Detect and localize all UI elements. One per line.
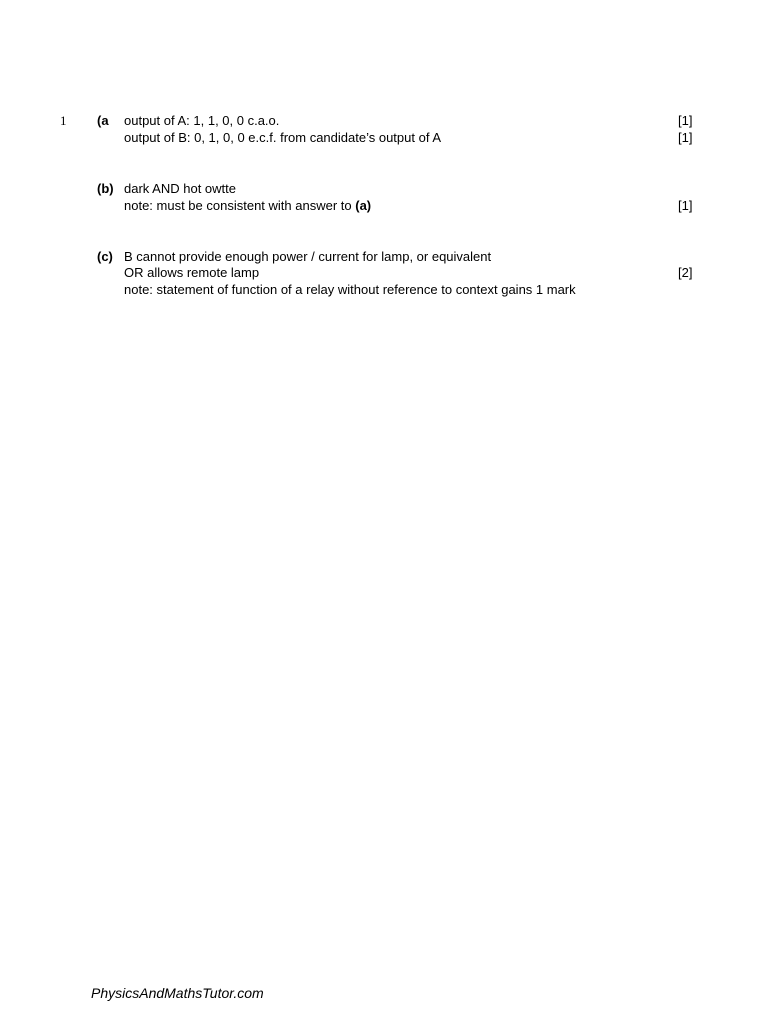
part-c-line-1: B cannot provide enough power / current for lamp, or equivalent <box>124 249 492 264</box>
part-a-line-1: output of A: 1, 1, 0, 0 c.a.o. <box>124 113 280 128</box>
part-b-line-1: dark AND hot owtte <box>124 181 236 196</box>
part-a-mark-1: [1] <box>678 113 693 128</box>
part-c-label: (c) <box>97 249 113 264</box>
part-b-bold-ref: (a) <box>355 198 372 213</box>
part-c-line-3: note: statement of function of a relay without reference to context gains 1 mark <box>124 282 576 297</box>
part-a-label: (a <box>97 113 109 128</box>
part-a-mark-2: [1] <box>678 130 693 145</box>
part-c-mark-1: [2] <box>678 265 693 280</box>
part-c-line-2: OR allows remote lamp <box>124 265 260 280</box>
part-a-line-2: output of B: 0, 1, 0, 0 e.c.f. from candidate’s output of A <box>124 130 442 145</box>
footer-source: PhysicsAndMathsTutor.com <box>91 985 264 1001</box>
question-number: 1 <box>60 113 67 128</box>
part-b-label: (b) <box>97 181 114 196</box>
part-b-line-2-text: note: must be consistent with answer to <box>124 198 356 213</box>
part-b-mark-1: [1] <box>678 198 693 213</box>
part-b-line-2 <box>124 198 371 214</box>
